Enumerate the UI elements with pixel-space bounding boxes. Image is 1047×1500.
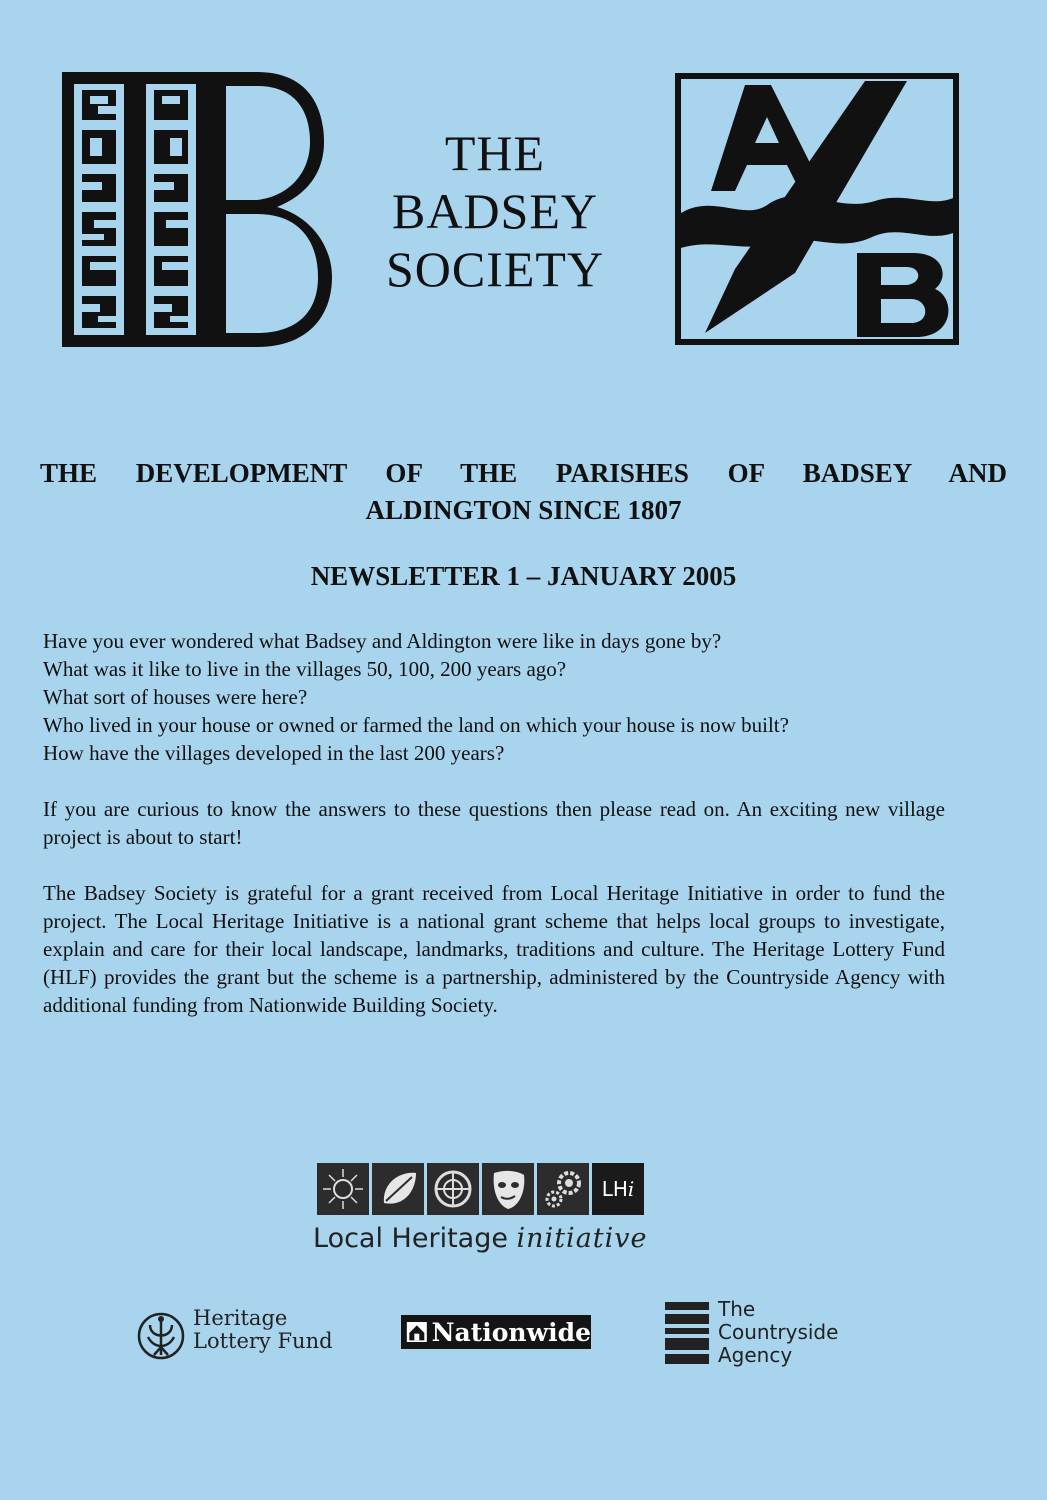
- sunburst-icon: [317, 1163, 369, 1215]
- lhi-mark-i: i: [627, 1177, 635, 1201]
- hlf-portcullis-icon: [136, 1309, 186, 1363]
- lhi-caption-local-heritage: Local Heritage: [313, 1223, 517, 1254]
- ab-monogram-icon: [675, 73, 959, 345]
- countryside-wordmark: [718, 1298, 838, 1367]
- countryside-agency-logo: [665, 1298, 865, 1373]
- nationwide-logo: [401, 1315, 591, 1349]
- heading-line-1: THE DEVELOPMENT OF THE PARISHES OF BADSEY AND: [40, 458, 1007, 488]
- nationwide-wordmark: Nationwide: [431, 1317, 591, 1347]
- title-line-society: SOCIETY: [385, 241, 605, 297]
- question-item: How have the villages developed in the last 200 years?: [43, 741, 505, 765]
- badsey-society-b-monogram-icon: [62, 72, 334, 347]
- heritage-lottery-fund-logo: [136, 1305, 346, 1365]
- question-list: [43, 627, 945, 767]
- question-item: Have you ever wondered what Badsey and Aldington were like in days gone by?: [43, 629, 722, 653]
- question-item: What sort of houses were here?: [43, 685, 308, 709]
- grant-paragraph: The Badsey Society is grateful for a grant received from Local Heritage Initiative in order to fund the project. The Local Heritage Initiative is a national grant scheme that helps local groups to investigate, explain and care for their local landscape, landmarks, traditions and culture. The Heritage Lottery Fund (HLF) provides the grant but the scheme is a partnership, administered by the Countryside Agency with additional funding from Nationwide Building Society.: [43, 881, 945, 1017]
- lhi-caption-initiative: initiative: [516, 1223, 648, 1254]
- local-heritage-initiative-logo: [313, 1163, 703, 1278]
- heading-line-2: ALDINGTON SINCE 1807: [365, 495, 682, 525]
- lhi-caption: [313, 1223, 703, 1254]
- title-line-badsey: BADSEY: [391, 183, 599, 239]
- title-line-the: THE: [444, 125, 546, 181]
- nationwide-house-icon: [406, 1319, 428, 1345]
- rose-window-icon: [427, 1163, 479, 1215]
- ca-line-1: The: [718, 1297, 756, 1321]
- ca-line-2: Countryside: [718, 1320, 839, 1344]
- intro-paragraph: If you are curious to know the answers to these questions then please read on. An exciting new village project is about to start!: [43, 797, 945, 849]
- hlf-line-2: Lottery Fund: [193, 1329, 333, 1353]
- hlf-wordmark: [193, 1307, 333, 1353]
- cogs-icon: [537, 1163, 589, 1215]
- question-item: What was it like to live in the villages 50, 100, 200 years ago?: [43, 657, 567, 681]
- theatre-mask-icon: [482, 1163, 534, 1215]
- question-item: Who lived in your house or owned or farmed the land on which your house is now built?: [43, 713, 789, 737]
- lhi-mark-text: LH: [601, 1177, 628, 1201]
- document-heading: [40, 455, 1007, 529]
- leaf-icon: [372, 1163, 424, 1215]
- ca-line-3: Agency: [718, 1343, 793, 1367]
- newsletter-body: [43, 627, 945, 1019]
- countryside-bars-icon: [665, 1302, 709, 1366]
- newsletter-issue-title: NEWSLETTER 1 – JANUARY 2005: [310, 561, 737, 591]
- lhi-icon-strip: [317, 1163, 683, 1215]
- lhi-wordmark: [592, 1163, 644, 1215]
- hlf-line-1: Heritage: [193, 1306, 288, 1330]
- society-title: [345, 124, 645, 298]
